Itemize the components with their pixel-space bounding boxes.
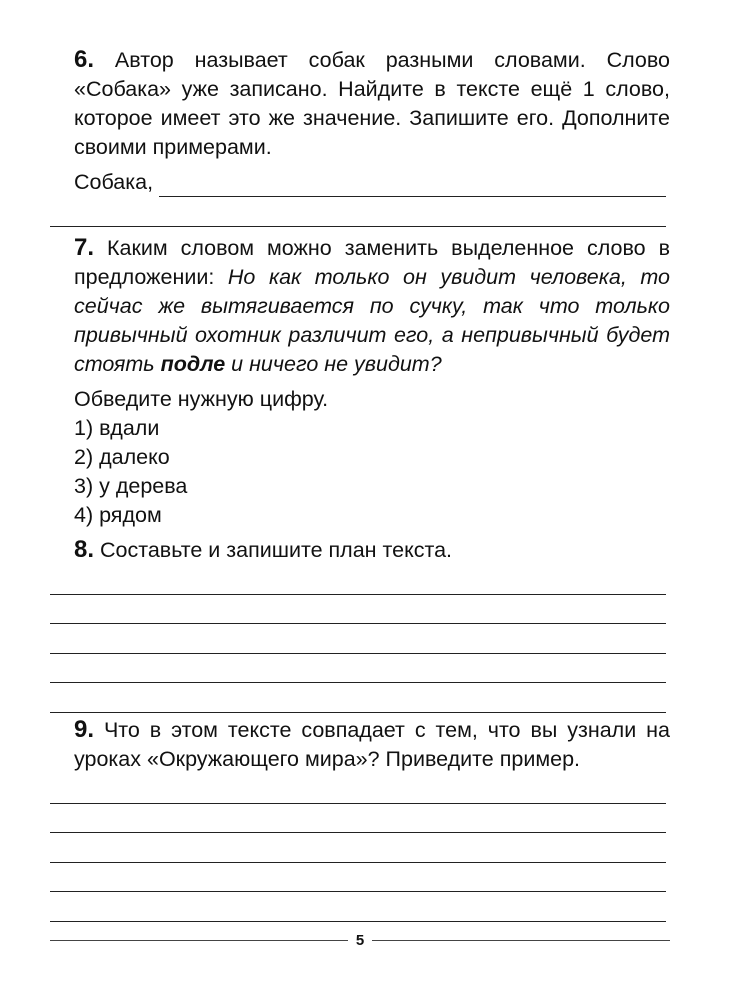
footer-rule-right [372,940,670,941]
question-6 [50,45,670,227]
question-body: Составьте и запишите план текста. [94,538,452,562]
answer-line[interactable] [50,683,666,713]
answer-option[interactable]: 3) у дерева [74,474,188,498]
question-7 [50,233,670,530]
answer-line[interactable] [50,624,666,654]
question-7-text [50,233,670,379]
quote-text: Но как только он увидит человека, то сейчас же вытягивается по сучку, так что только привычный охотник различит его, а непривычный будет стоять [74,265,671,376]
quote-text-end: и ничего не увидит? [225,352,442,376]
answer-line[interactable] [50,565,666,595]
page-number: 5 [355,932,365,949]
question-number: 7. [74,234,95,261]
answer-line[interactable] [50,774,666,804]
question-9-text [50,715,670,774]
question-9 [50,715,670,922]
answer-line[interactable] [50,197,666,227]
page-footer [50,926,670,955]
question-number: 8. [74,536,95,563]
answer-line[interactable] [50,892,666,922]
answer-line[interactable] [50,654,666,684]
answer-line[interactable] [50,863,666,893]
answer-option[interactable]: 2) далеко [74,445,170,469]
question-body: Каким словом можно заменить выделенное слово в предложении: [74,236,670,289]
answer-line[interactable] [50,595,666,625]
footer-rule-left [50,940,348,941]
answer-line[interactable] [50,833,666,863]
answer-prefix: Собака, [74,170,154,194]
answer-option[interactable]: 4) рядом [74,503,162,527]
answer-row-first [50,168,670,197]
question-body: Автор называет собак разными словами. Слово «Собака» уже записано. Найдите в тексте ещё 1 слово, которое имеет это же значение. Запишите его. Дополните своими примерами. [74,48,670,159]
instruction: Обведите нужную цифру. [74,387,329,411]
question-number: 6. [74,46,95,73]
question-8-text [50,535,670,565]
answer-line[interactable] [159,176,666,197]
question-8 [50,535,670,713]
answer-options [50,414,670,530]
answer-option[interactable]: 1) вдали [74,416,160,440]
question-number: 9. [74,716,95,743]
question-6-text [50,45,670,162]
question-body: Что в этом тексте совпадает с тем, что вы узнали на уроках «Окружающего мира»? Приведите пример. [74,718,670,771]
highlighted-word: подле [160,352,226,376]
answer-line[interactable] [50,804,666,834]
